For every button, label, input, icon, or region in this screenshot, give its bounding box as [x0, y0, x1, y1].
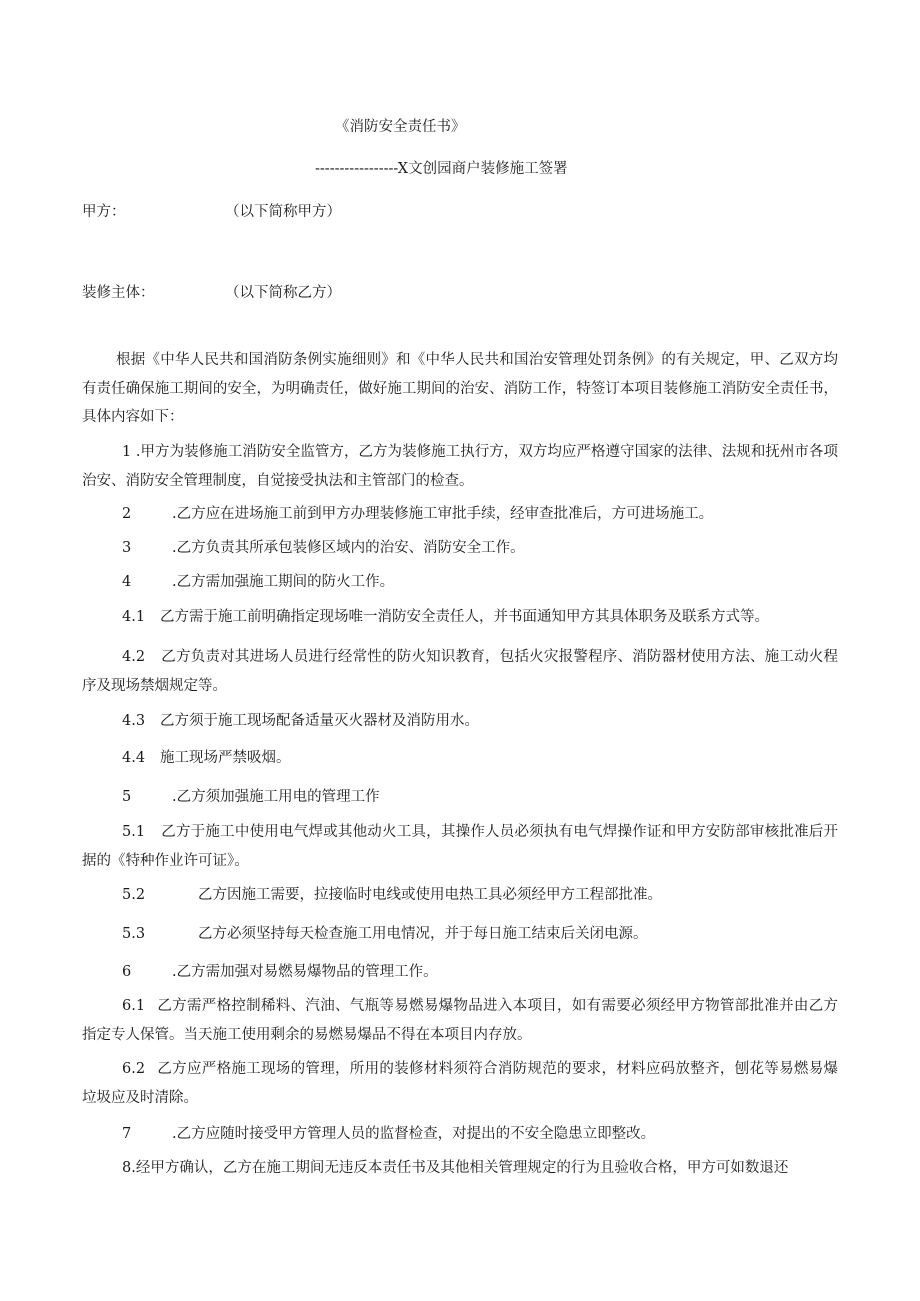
clause-5-2-number: 5.2: [122, 887, 146, 903]
clause-7-text: .乙方应随时接受甲方管理人员的监督检查，对提出的不安全隐患立即整改。: [172, 1126, 656, 1142]
clause-4-1-number: 4.1: [122, 609, 146, 625]
clause-4-4-number: 4.4: [122, 750, 146, 766]
clause-4-4-text: 施工现场严禁吸烟。: [160, 750, 291, 766]
document-subtitle: -----------------X文创园商户装修施工签署: [315, 161, 568, 177]
clause-5-1-text: 乙方于施工中使用电气焊或其他动火工具，其操作人员必须执有电气焊操作证和甲方安防部审核批准后开据的《特种作业许可证》。: [82, 824, 838, 869]
clause-5-number: 5: [122, 789, 132, 805]
clause-1-number: 1: [122, 444, 136, 460]
clause-5-3-number: 5.3: [122, 926, 146, 942]
clause-5-1-number: 5.1: [122, 824, 146, 840]
clause-4-3-number: 4.3: [122, 713, 146, 729]
clause-4-2: [82, 643, 838, 700]
clause-4-3-text: 乙方须于施工现场配备适量灭火器材及消防用水。: [160, 713, 479, 729]
party-b-note: （以下简称乙方）: [225, 285, 341, 301]
clause-5-text: .乙方须加强施工用电的管理工作: [172, 789, 380, 805]
clause-6-number: 6: [122, 964, 132, 980]
intro-paragraph: 根据《中华人民共和国消防条例实施细则》和《中华人民共和国治安管理处罚条例》的有关规定，甲、乙双方均有责任确保施工期间的安全，为明确责任，做好施工期间的治安、消防工作，特签订本项目装修施工消防安全责任书，具体内容如下：: [82, 352, 838, 425]
clause-4-1-text: 乙方需于施工前明确指定现场唯一消防安全责任人，并书面通知甲方其具体职务及联系方式等。: [160, 609, 769, 625]
clause-5-1: [82, 818, 838, 875]
clause-2-text: .乙方应在进场施工前到甲方办理装修施工审批手续，经审查批准后，方可进场施工。: [172, 506, 714, 522]
party-a-label: 甲方：: [82, 204, 126, 220]
clause-4-2-text: 乙方负责对其进场人员进行经常性的防火知识教育，包括火灾报警程序、消防器材使用方法、施工动火程序及现场禁烟规定等。: [82, 649, 838, 694]
clause-4-number: 4: [122, 574, 132, 590]
clause-7-number: 7: [122, 1126, 132, 1142]
clause-1-text: .甲方为装修施工消防安全监管方，乙方为装修施工执行方，双方均应严格遵守国家的法律、法规和抚州市各项治安、消防安全管理制度，自觉接受执法和主管部门的检查。: [82, 444, 838, 489]
clause-6-1: [82, 992, 838, 1049]
clause-6-text: .乙方需加强对易燃易爆物品的管理工作。: [172, 964, 438, 980]
clause-5-2-text: 乙方因施工需要，拉接临时电线或使用电热工具必须经甲方工程部批准。: [198, 887, 662, 903]
party-a-note: （以下简称甲方）: [225, 204, 341, 220]
clause-8: 8.经甲方确认，乙方在施工期间无违反本责任书及其他相关管理规定的行为且验收合格，甲方可如数退还: [122, 1160, 789, 1176]
document-title: 《消防安全责任书》: [335, 119, 466, 135]
party-b-label: 装修主体：: [82, 285, 155, 301]
clause-6-2: [82, 1055, 838, 1112]
clause-6-1-number: 6.1: [122, 998, 146, 1014]
clause-3-number: 3: [122, 540, 132, 556]
clause-6-2-number: 6.2: [122, 1061, 146, 1077]
clause-6-2-text: 乙方应严格施工现场的管理，所用的装修材料须符合消防规范的要求，材料应码放整齐，刨花等易燃易爆垃圾应及时清除。: [82, 1061, 838, 1106]
clause-4-2-number: 4.2: [122, 649, 146, 665]
clause-1: [82, 438, 838, 495]
clause-3-text: .乙方负责其所承包装修区域内的治安、消防安全工作。: [172, 540, 525, 556]
clause-4-text: .乙方需加强施工期间的防火工作。: [172, 574, 395, 590]
clause-5-3-text: 乙方必须坚持每天检查施工用电情况，并于每日施工结束后关闭电源。: [198, 926, 648, 942]
clause-2-number: 2: [122, 506, 132, 522]
clause-6-1-text: 乙方需严格控制稀料、汽油、气瓶等易燃易爆物品进入本项目，如有需要必须经甲方物管部批准并由乙方指定专人保管。当天施工使用剩余的易燃易爆品不得在本项目内存放。: [82, 998, 838, 1043]
